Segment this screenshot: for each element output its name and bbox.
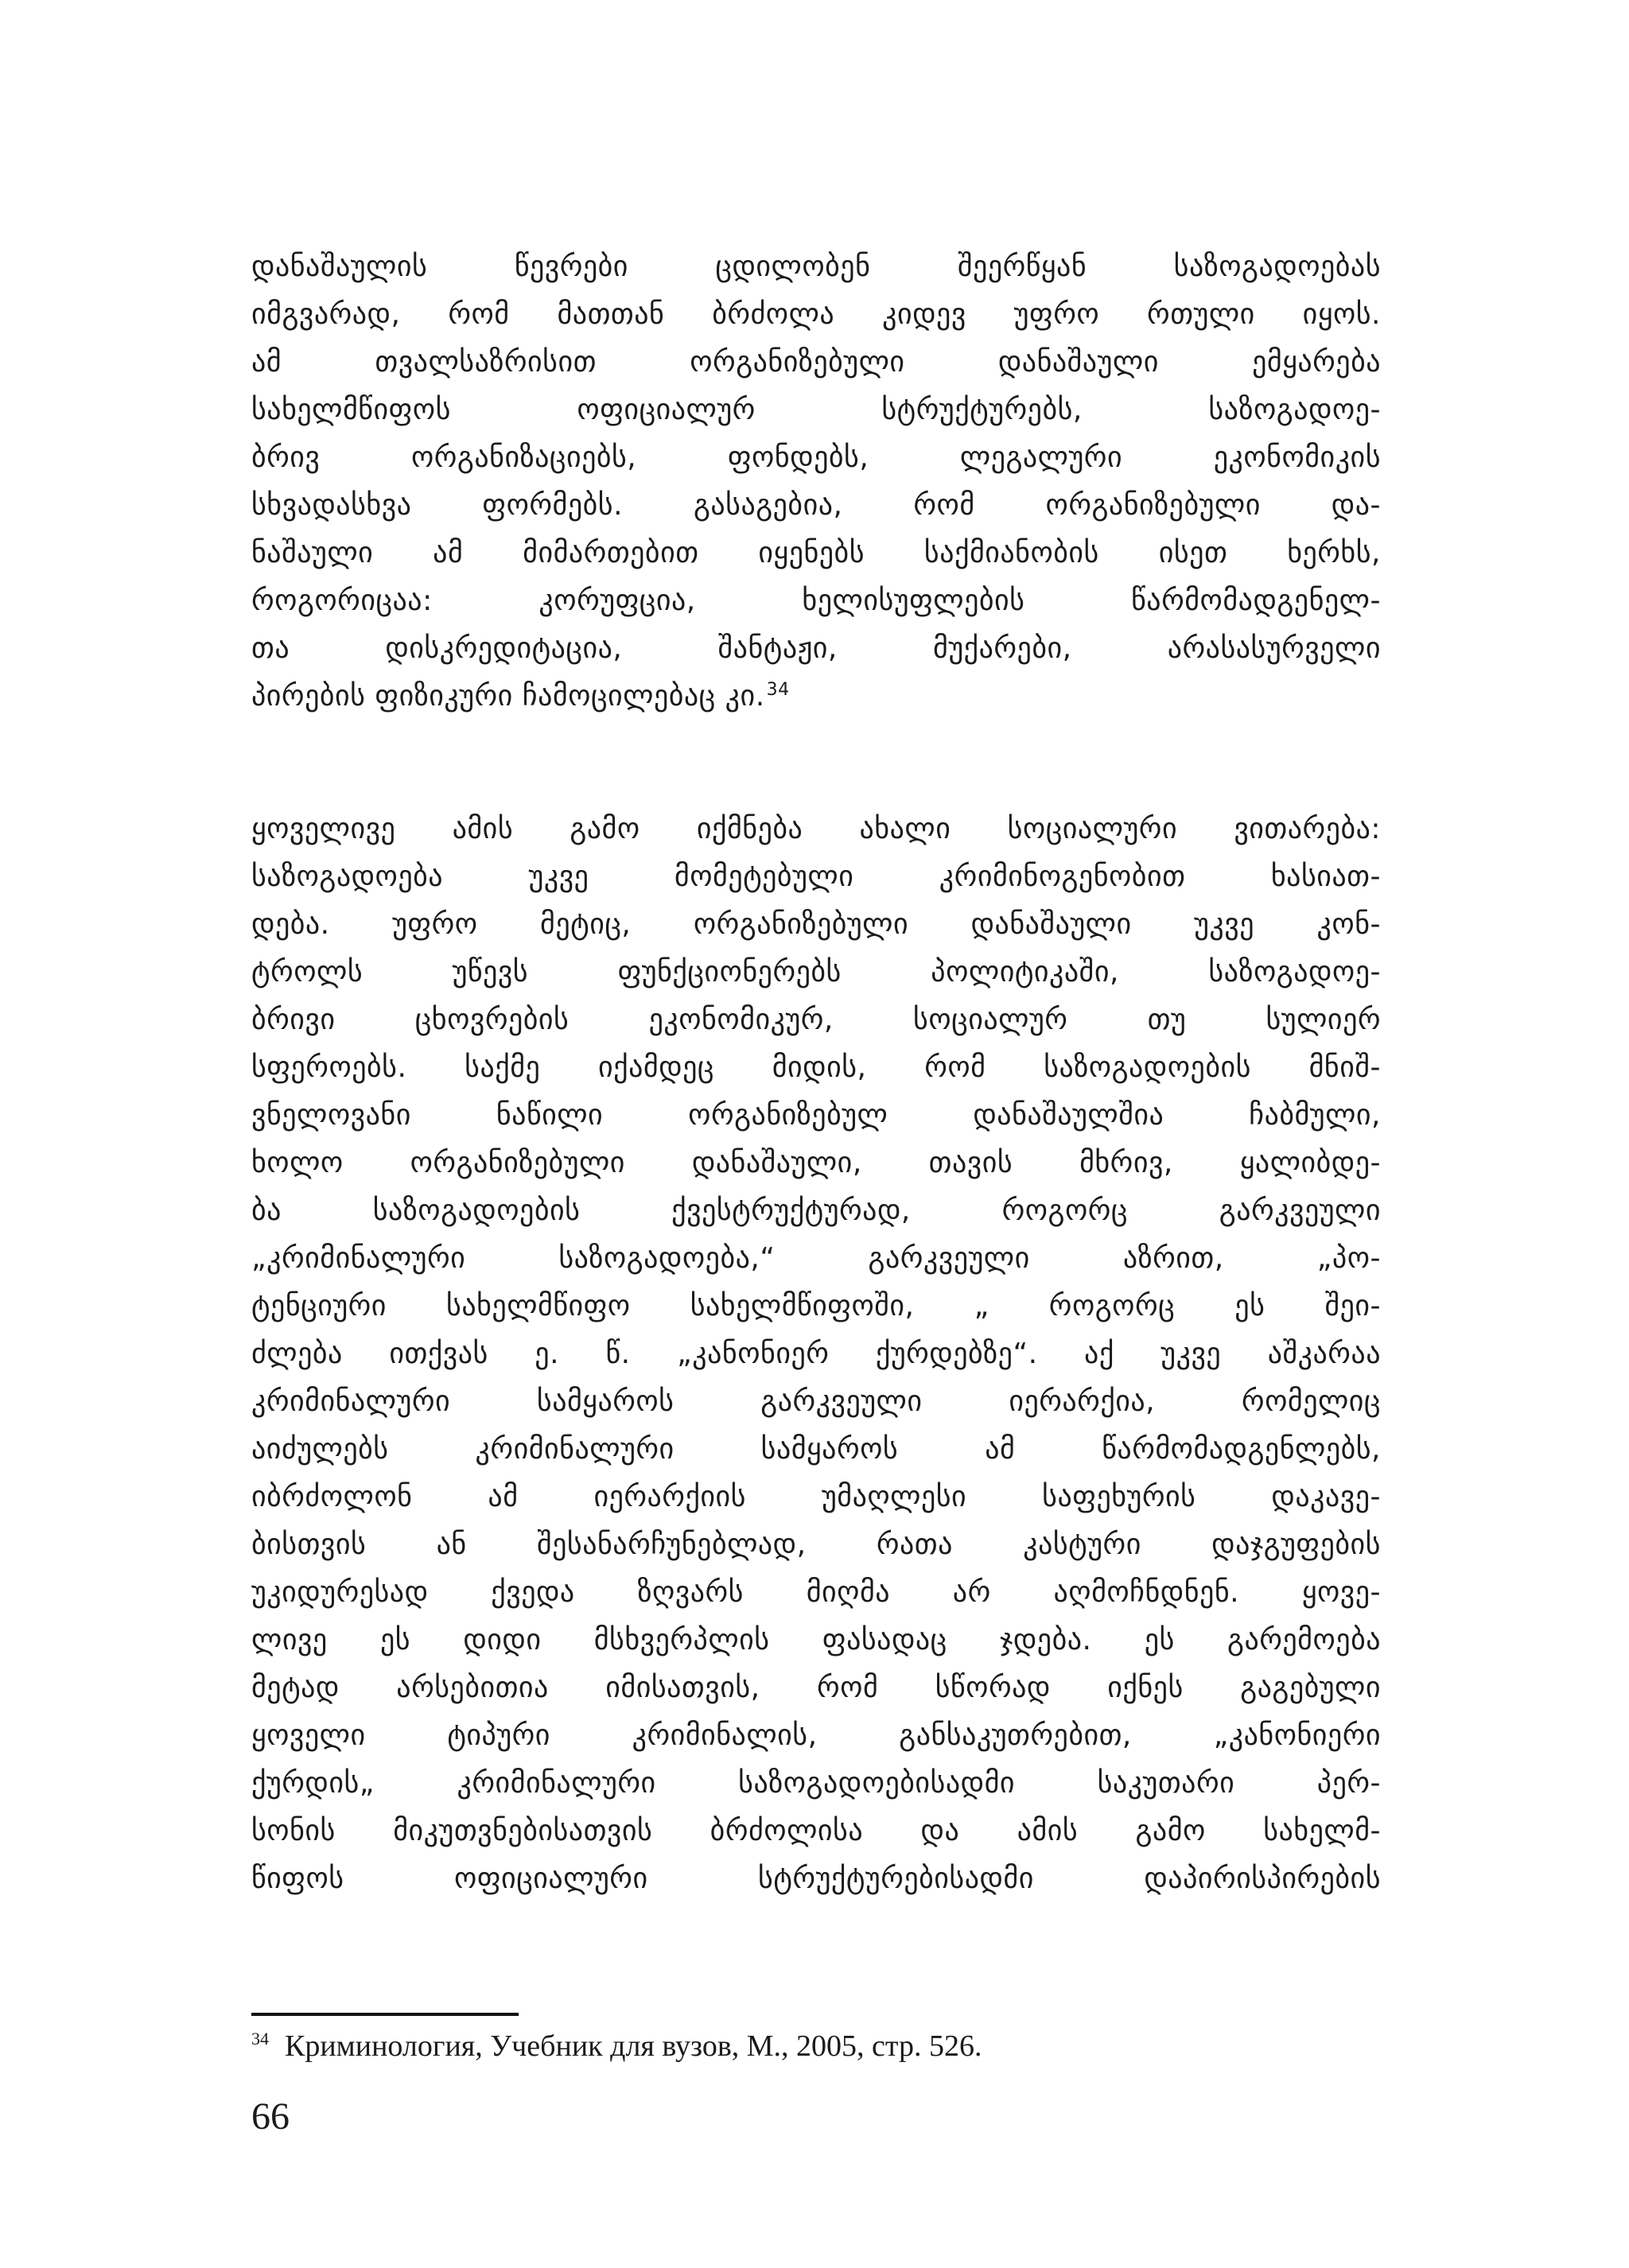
footnote bbox=[251, 2026, 1381, 2066]
text-line: მეტად არსებითია იმისათვის, რომ სწორად იქნეს გაგებული bbox=[251, 1672, 1381, 1704]
text-line: აიძულებს კრიმინალური სამყაროს ამ წარმომადგენლებს, bbox=[251, 1433, 1381, 1466]
text-line: ბრივ ორგანიზაციებს, ფონდებს, ლეგალური ეკონომიკის bbox=[251, 441, 1381, 474]
text-line: საზოგადოება უკვე მომეტებული კრიმინოგენობით ხასიათ- bbox=[251, 860, 1381, 893]
text-line: ბისთვის ან შესანარჩუნებლად, რათა კასტური დაჯგუფების bbox=[251, 1528, 1381, 1561]
text-line: ამ თვალსაზრისით ორგანიზებული დანაშაული ემყარება bbox=[251, 346, 1381, 379]
text-line: სფეროებს. საქმე იქამდეც მიდის, რომ საზოგადოების მნიშ- bbox=[251, 1051, 1381, 1084]
text-line: „კრიმინალური საზოგადოება,“ გარკვეული აზრით, „პო- bbox=[251, 1242, 1381, 1275]
text-line: პირების ფიზიკური ჩამოცილებაც კი. bbox=[251, 680, 765, 713]
text-line: ხოლო ორგანიზებული დანაშაული, თავის მხრივ, ყალიბდე- bbox=[251, 1147, 1381, 1179]
footnote-divider bbox=[251, 2013, 519, 2016]
text-line: კრიმინალური სამყაროს გარკვეული იერარქია, რომელიც bbox=[251, 1385, 1381, 1418]
text-line: ნაშაული ამ მიმართებით იყენებს საქმიანობის ისეთ ხერხს, bbox=[251, 537, 1381, 569]
text-line: ლივე ეს დიდი მსხვერპლის ფასადაც ჯდება. ეს გარემოება bbox=[251, 1624, 1381, 1656]
text-line: იმგვარად, რომ მათთან ბრძოლა კიდევ უფრო რთული იყოს. bbox=[251, 298, 1381, 331]
text-line: ვნელოვანი ნაწილი ორგანიზებულ დანაშაულშია ჩაბმული, bbox=[251, 1099, 1381, 1132]
text-line-with-footnote bbox=[251, 673, 1381, 720]
text-line: უკიდურესად ქვედა ზღვარს მიღმა არ აღმოჩნდნენ. ყოვე- bbox=[251, 1576, 1381, 1609]
text-line: სახელმწიფოს ოფიციალურ სტრუქტურებს, საზოგადოე- bbox=[251, 394, 1381, 426]
text-line: ძლება ითქვას ე. წ. „კანონიერ ქურდებზე“. აქ უკვე აშკარაა bbox=[251, 1338, 1381, 1370]
text-line: ტროლს უწევს ფუნქციონერებს პოლიტიკაში, საზოგადოე- bbox=[251, 956, 1381, 988]
text-line: როგორიცაა: კორუფცია, ხელისუფლების წარმომადგენელ- bbox=[251, 584, 1381, 617]
text-line: სონის მიკუთვნებისათვის ბრძოლისა და ამის გამო სახელმ- bbox=[251, 1815, 1381, 1847]
page-number: 66 bbox=[251, 2095, 290, 2138]
text-line: თა დისკრედიტაცია, შანტაჟი, მუქარები, არასასურველი bbox=[251, 632, 1381, 665]
paragraph-1 bbox=[251, 243, 1381, 720]
text-line: დანაშაულის წევრები ცდილობენ შეერწყან საზოგადოებას bbox=[251, 250, 1381, 283]
text-line: წიფოს ოფიციალური სტრუქტურებისადმი დაპირისპირების bbox=[251, 1862, 1381, 1895]
text-line: ყოველი ტიპური კრიმინალის, განსაკუთრებით, „კანონიერი bbox=[251, 1719, 1381, 1752]
text-line: ბა საზოგადოების ქვესტრუქტურად, როგორც გარკვეული bbox=[251, 1194, 1381, 1227]
footnote-reference[interactable]: 34 bbox=[766, 680, 790, 700]
text-line: ქურდის„ კრიმინალური საზოგადოებისადმი საკუთარი პერ- bbox=[251, 1767, 1381, 1800]
text-line: სხვადასხვა ფორმებს. გასაგებია, რომ ორგანიზებული და- bbox=[251, 489, 1381, 522]
text-line: დება. უფრო მეტიც, ორგანიზებული დანაშაული უკვე კონ- bbox=[251, 908, 1381, 941]
footnote-number: 34 bbox=[251, 2029, 269, 2049]
text-line: იბრძოლონ ამ იერარქიის უმაღლესი საფეხურის დაკავე- bbox=[251, 1481, 1381, 1513]
text-line: ბრივი ცხოვრების ეკონომიკურ, სოციალურ თუ სულიერ bbox=[251, 1004, 1381, 1036]
footnote-text: Криминология, Учебник для вузов, М., 2005, стр. 526. bbox=[285, 2029, 982, 2063]
text-line: ყოველივე ამის გამო იქმნება ახალი სოციალური ვითარება: bbox=[251, 813, 1381, 845]
paragraph-2 bbox=[251, 806, 1381, 1903]
text-line: ტენციური სახელმწიფო სახელმწიფოში, „ როგორც ეს შეი- bbox=[251, 1290, 1381, 1322]
